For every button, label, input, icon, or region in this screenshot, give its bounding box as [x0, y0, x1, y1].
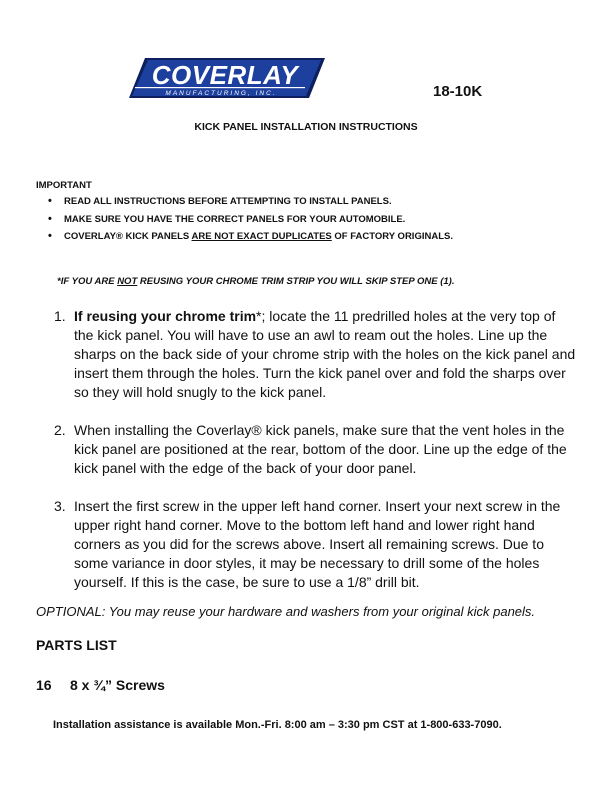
step-3 [54, 497, 576, 592]
optional-note: OPTIONAL: You may reuse your hardware and washers from your original kick panels. [36, 604, 536, 619]
important-item-underlined: ARE NOT EXACT DUPLICATES [191, 231, 332, 242]
step-number: 3. [54, 498, 66, 514]
important-item: • READ ALL INSTRUCTIONS BEFORE ATTEMPTING TO INSTALL PANELS. [48, 193, 453, 211]
parts-item [36, 677, 165, 693]
parts-list-title: PARTS LIST [36, 637, 117, 653]
important-item [48, 228, 453, 246]
important-item: • MAKE SURE YOU HAVE THE CORRECT PANELS FOR YOUR AUTOMOBILE. [48, 211, 453, 229]
note-post: REUSING YOUR CHROME TRIM STRIP YOU WILL SKIP STEP ONE (1). [137, 276, 455, 287]
coverlay-logo-graphic [129, 56, 325, 100]
logo-brand: COVERLAY [151, 60, 299, 90]
important-label: IMPORTANT [36, 180, 92, 191]
parts-item-desc: 8 x ¾” Screws [70, 677, 165, 693]
step-1-bold: If reusing your chrome trim [74, 308, 257, 324]
document-number: 18-10K [433, 83, 483, 100]
important-item-post: OF FACTORY ORIGINALS. [331, 231, 453, 242]
assistance-footer: Installation assistance is available Mon.-Fri. 8:00 am – 3:30 pm CST at 1-800-633-7090. [53, 719, 502, 731]
logo-subtitle: MANUFACTURING, INC. [165, 90, 277, 97]
step-1 [54, 307, 576, 402]
step-number: 2. [54, 422, 66, 438]
page-title: KICK PANEL INSTALLATION INSTRUCTIONS [194, 121, 418, 133]
coverlay-logo [129, 56, 325, 100]
note-pre: *IF YOU ARE [57, 276, 118, 287]
step-1-text: *; locate the 11 predrilled holes at the very top of the kick panel. You will have to use an awl to ream out the holes. Line up the sharps on the back side of your chrome strip with the holes on the kick panel and insert them through the holes. Turn the kick panel over and fold the sharps over so they will hold snugly to the kick panel. [74, 308, 576, 400]
note-underlined: NOT [117, 276, 138, 287]
step-3-text: Insert the first screw in the upper left hand corner. Insert your next screw in the upper right hand corner. Move to the bottom left hand and lower right hand corners as you did for the screws above. Insert all remaining screws. Due to some variance in door styles, it may be necessary to drill some of the holes yourself. If this is the case, be sure to use a 1/8” drill bit. [74, 498, 561, 590]
important-item-pre: COVERLAY® KICK PANELS [64, 231, 192, 242]
step-2 [54, 421, 576, 478]
step-2-text: When installing the Coverlay® kick panels, make sure that the vent holes in the kick panel are positioned at the rear, bottom of the door. Line up the edge of the kick panel with the edge of the back of your door panel. [74, 422, 567, 476]
instruction-steps [54, 307, 576, 592]
skip-step-note [57, 276, 454, 287]
step-number: 1. [54, 308, 66, 324]
important-list [48, 193, 453, 246]
parts-item-qty: 16 [36, 677, 52, 693]
